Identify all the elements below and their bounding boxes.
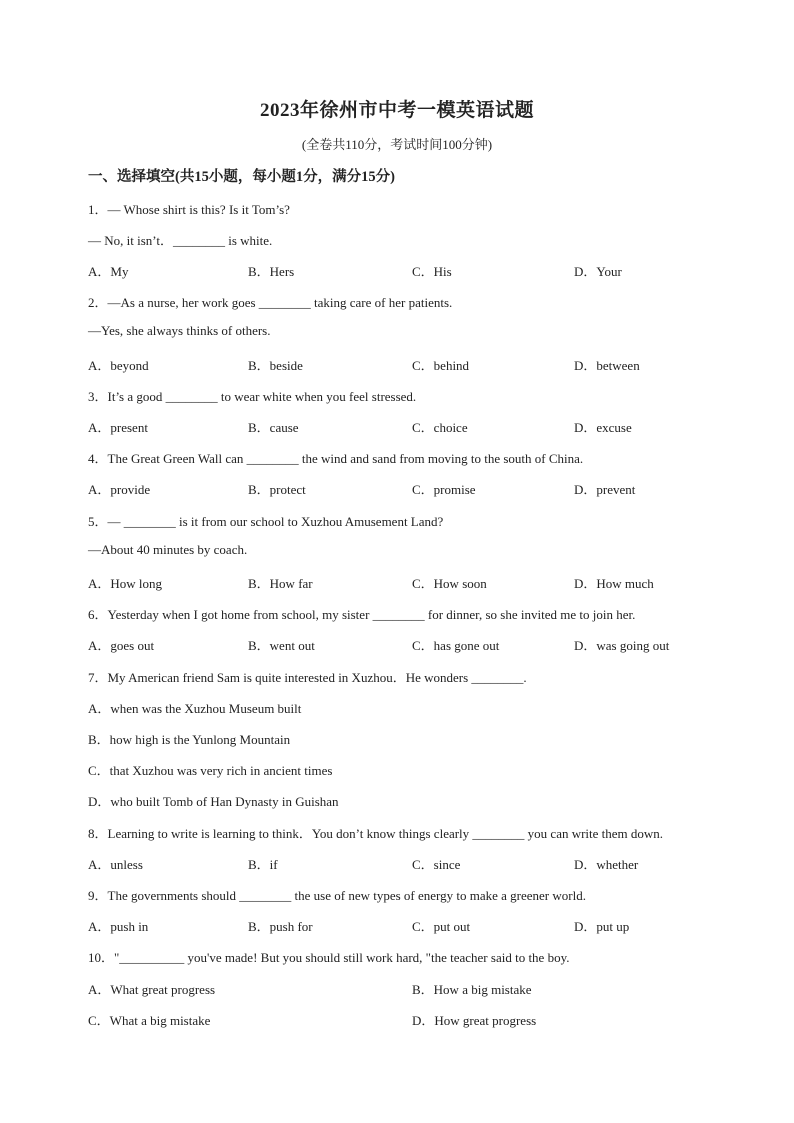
question-10-option-a: A．What great progress bbox=[88, 982, 216, 997]
question-10-option-d: D．How great progress bbox=[412, 1013, 537, 1028]
question-2-option-c: C．behind bbox=[412, 358, 470, 373]
question-5-option-b: B．How far bbox=[248, 576, 313, 591]
question-6-option-a: A．goes out bbox=[88, 638, 155, 653]
question-4-stem: 4．The Great Green Wall can ________ the wind and sand from moving to the south of China. bbox=[88, 451, 584, 466]
question-5-option-c: C．How soon bbox=[412, 576, 487, 591]
question-10-stem: 10．"__________ you've made! But you should still work hard, "the teacher said to the boy. bbox=[88, 950, 570, 965]
question-8-stem: 8．Learning to write is learning to think．You don’t know things clearly ________ you can write them down. bbox=[88, 826, 664, 841]
question-7-option-a: A．when was the Xuzhou Museum built bbox=[88, 701, 302, 716]
question-6-option-b: B．went out bbox=[248, 638, 315, 653]
question-7-stem: 7．My American friend Sam is quite interested in Xuzhou．He wonders ________. bbox=[88, 670, 527, 685]
question-5-option-d: D．How much bbox=[574, 576, 654, 591]
question-3-option-c: C．choice bbox=[412, 420, 468, 435]
question-10-option-b: B．How a big mistake bbox=[412, 982, 532, 997]
question-7-option-b: B．how high is the Yunlong Mountain bbox=[88, 732, 291, 747]
question-9-stem: 9．The governments should ________ the use of new types of energy to make a greener world. bbox=[88, 888, 586, 903]
question-4-option-b: B．protect bbox=[248, 482, 306, 497]
question-1-stem: 1．— Whose shirt is this? Is it Tom’s? bbox=[88, 202, 290, 217]
question-1-line2: — No, it isn’t．________ is white. bbox=[88, 233, 273, 248]
question-2-option-d: D．between bbox=[574, 358, 640, 373]
question-2-option-b: B．beside bbox=[248, 358, 303, 373]
question-4-option-a: A．provide bbox=[88, 482, 151, 497]
question-1-option-c: C．His bbox=[412, 264, 452, 279]
question-1-option-d: D．Your bbox=[574, 264, 622, 279]
question-8-option-a: A．unless bbox=[88, 857, 143, 872]
section-heading: 一、选择填空(共15小题，每小题1分，满分15分) bbox=[88, 169, 395, 185]
page-subtitle: (全卷共110分，考试时间100分钟) bbox=[301, 137, 493, 152]
question-3-stem: 3．It’s a good ________ to wear white when you feel stressed. bbox=[88, 389, 417, 404]
question-10-option-c: C．What a big mistake bbox=[88, 1013, 211, 1028]
question-6-option-c: C．has gone out bbox=[412, 638, 500, 653]
question-9-option-d: D．put up bbox=[574, 919, 630, 934]
question-1-option-a: A．My bbox=[88, 264, 129, 279]
question-8-option-c: C．since bbox=[412, 857, 461, 872]
question-6-stem: 6．Yesterday when I got home from school, my sister ________ for dinner, so she invited me to join her. bbox=[88, 607, 636, 622]
question-3-option-a: A．present bbox=[88, 420, 148, 435]
question-2-line2: —Yes, she always thinks of others. bbox=[88, 323, 271, 338]
question-4-option-d: D．prevent bbox=[574, 482, 636, 497]
question-6-option-d: D．was going out bbox=[574, 638, 670, 653]
question-9-option-a: A．push in bbox=[88, 919, 149, 934]
question-3-option-d: D．excuse bbox=[574, 420, 632, 435]
question-1-option-b: B．Hers bbox=[248, 264, 295, 279]
question-2-stem: 2．—As a nurse, her work goes ________ taking care of her patients. bbox=[88, 295, 453, 310]
question-9-option-c: C．put out bbox=[412, 919, 471, 934]
question-8-option-b: B．if bbox=[248, 857, 278, 872]
question-7-option-c: C．that Xuzhou was very rich in ancient times bbox=[88, 763, 333, 778]
question-2-option-a: A．beyond bbox=[88, 358, 149, 373]
page-title: 2023年徐州市中考一模英语试题 bbox=[259, 100, 534, 121]
question-9-option-b: B．push for bbox=[248, 919, 313, 934]
question-5-stem: 5．— ________ is it from our school to Xuzhou Amusement Land? bbox=[88, 514, 444, 529]
question-4-option-c: C．promise bbox=[412, 482, 476, 497]
question-5-line2: —About 40 minutes by coach. bbox=[88, 542, 248, 557]
question-5-option-a: A．How long bbox=[88, 576, 163, 591]
question-7-option-d: D．who built Tomb of Han Dynasty in Guishan bbox=[88, 794, 339, 809]
question-8-option-d: D．whether bbox=[574, 857, 639, 872]
question-3-option-b: B．cause bbox=[248, 420, 299, 435]
